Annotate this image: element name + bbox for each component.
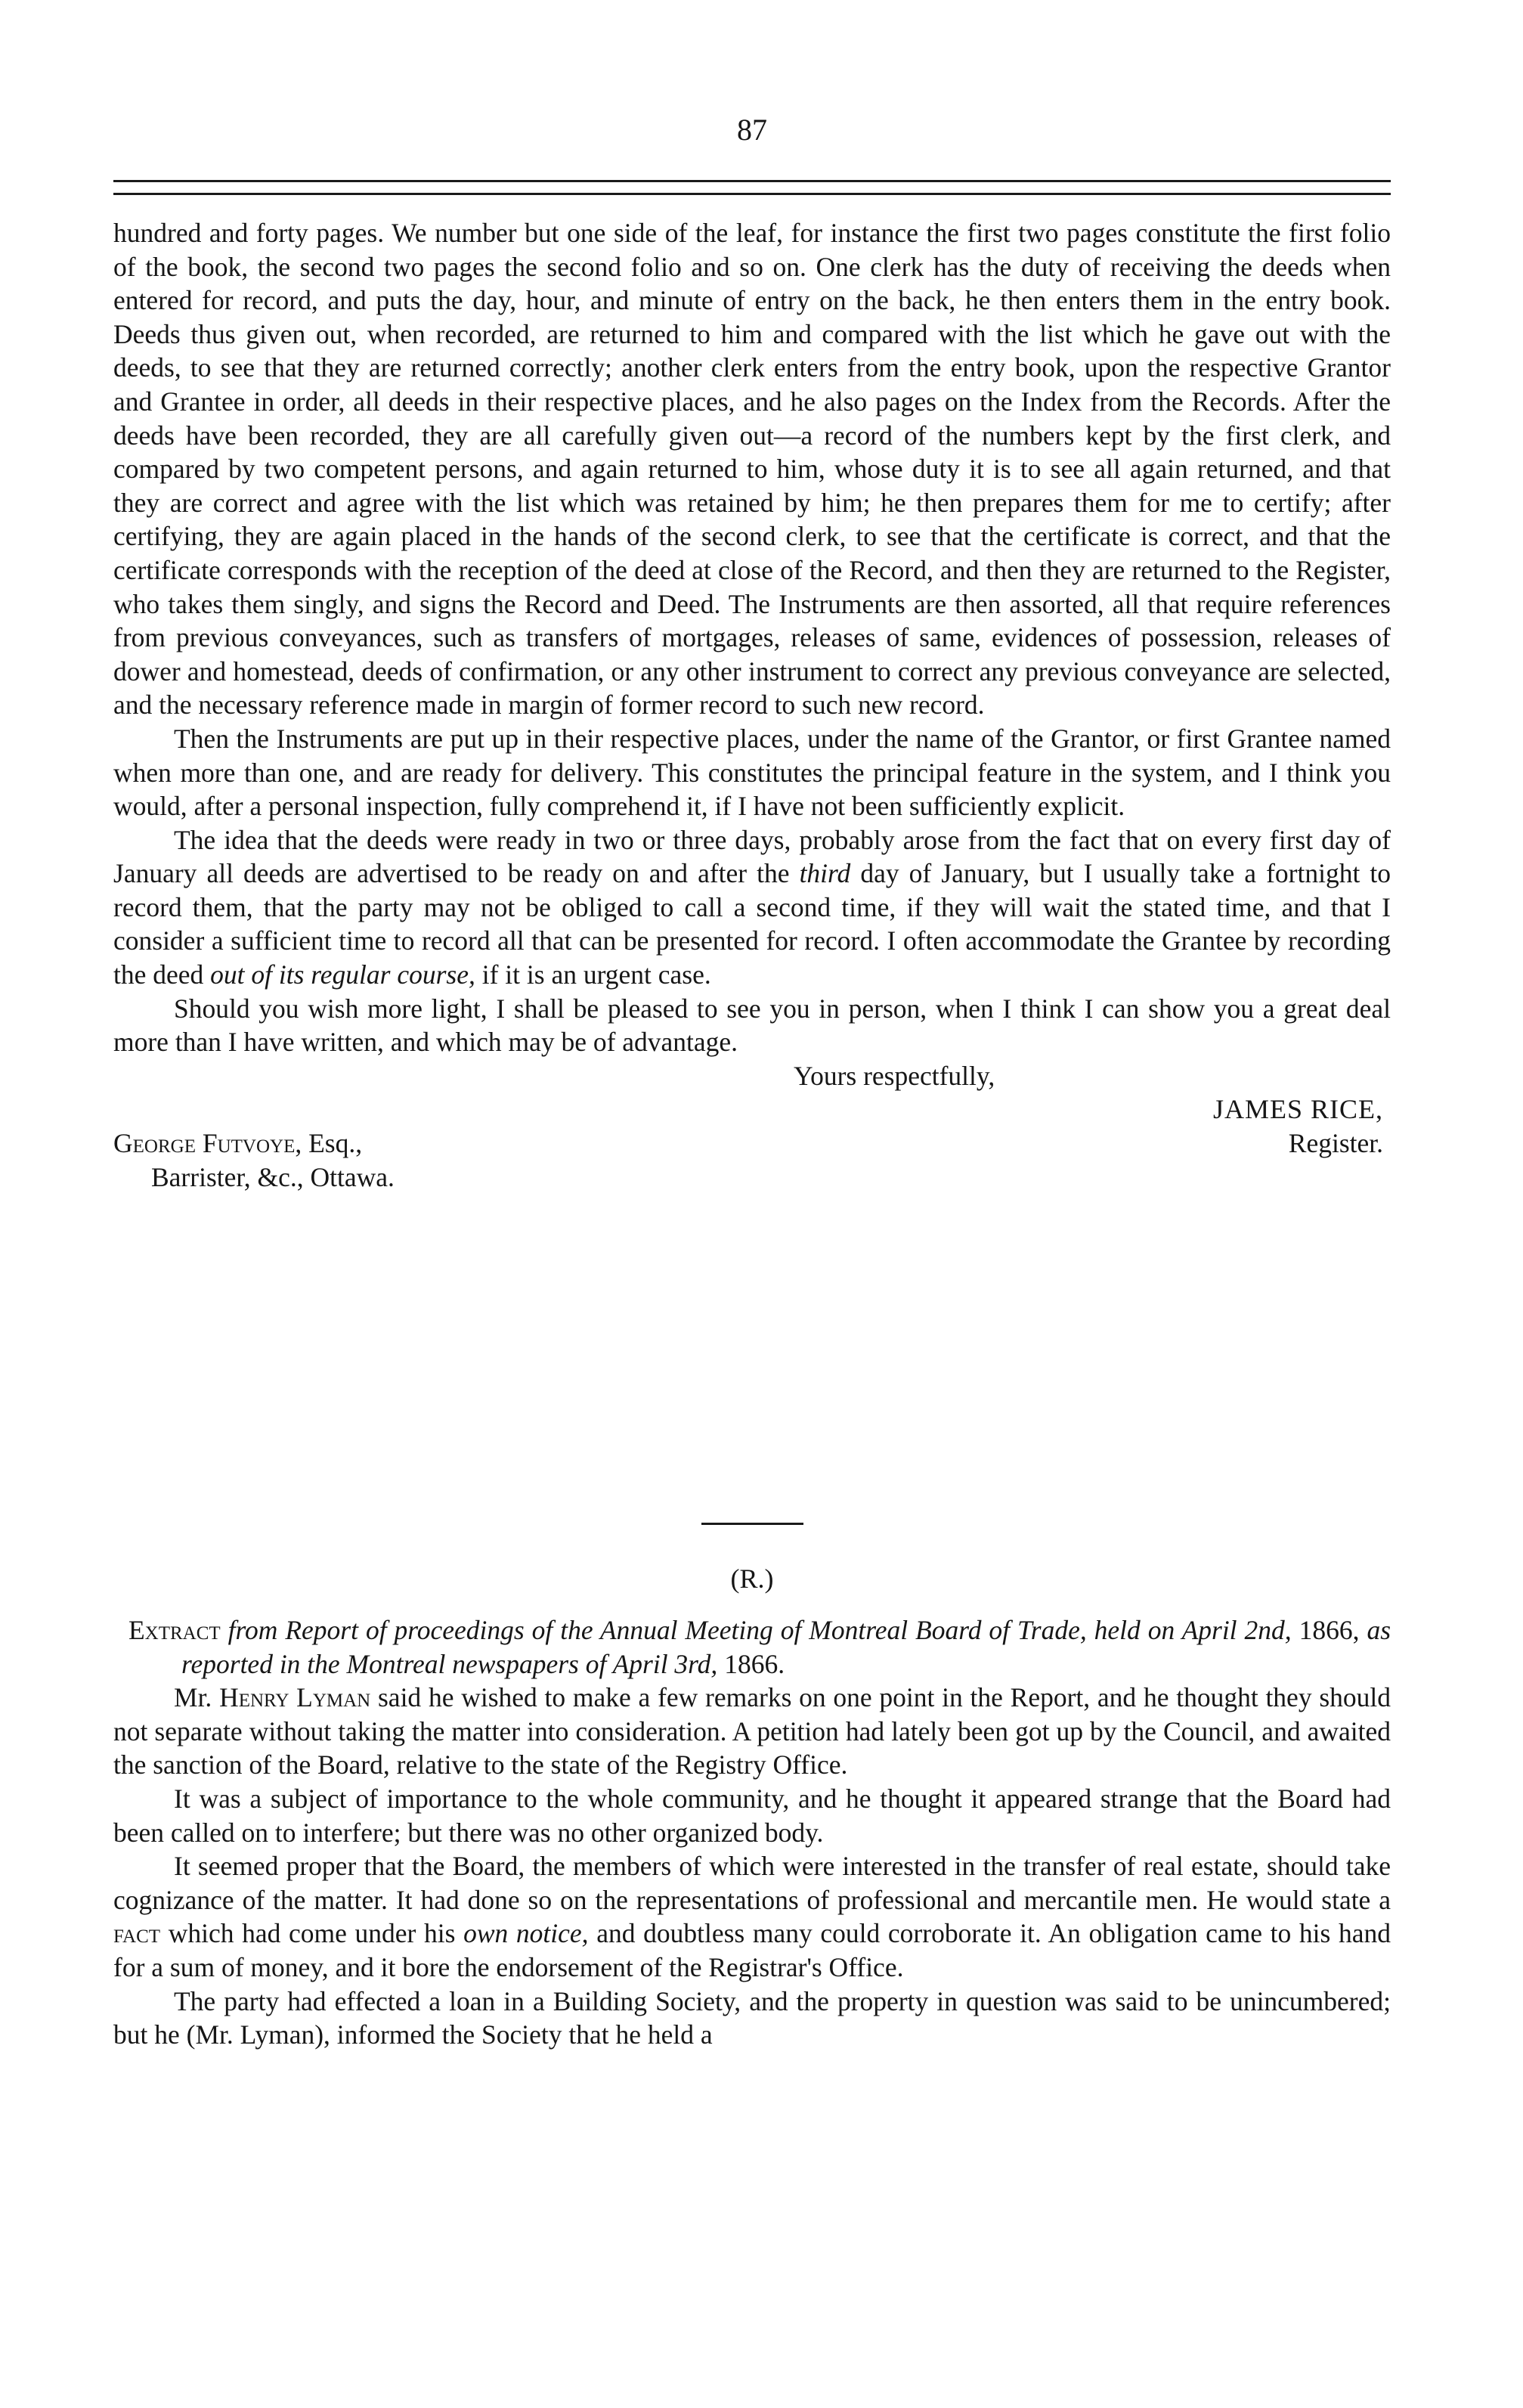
letter-paragraph-3-italic-b: out of its regular course, [210,959,475,990]
closing-row [113,1059,1391,1093]
section-label: (R.) [730,1563,774,1594]
letter-paragraph-3-text-b: day of January, but I usually take a fortnight to record them, that the party may not be obliged to call a second time, if they will wait the stated time, and that I consider a sufficient time to record all that can be presented for record. I often accommodate the Grantee by recording the deed [113,858,1391,990]
letter-paragraph-2: Then the Instruments are put up in their respective places, under the name of the Grantor, or first Grantee named when more than one, and are ready for delivery. This constitutes the principal feature in the system, and I think you would, after a personal inspection, fully comprehend it, if I have not been sufficiently explicit. [113,723,1391,822]
extract-p1-text: said he wished to make a few remarks on one point in the Report, and he thought they should not separate without taking the matter into consideration. A petition had lately been got up by the Council, and awaited the sanction of the Board, relative to the state of the Registry Office. [113,1682,1391,1780]
extract-paragraph-1 [113,1681,1391,1782]
extract-p3-end: and doubtless many could corroborate it. An obligation came to his hand for a sum of money, and it bore the endorsement of the Registrar's Office. [113,1918,1391,1982]
letter-paragraph-3-italic-a: third [799,858,851,889]
letter-paragraph-4: Should you wish more light, I shall be pleased to see you in person, when I think I can show you a great deal more than I have written, and which may be of advantage. [113,993,1391,1058]
extract-heading [113,1613,1391,1681]
letter-paragraph-1: hundred and forty pages. We number but one side of the leaf, for instance the first two pages constitute the first folio of the book, the second two pages the second folio and so on. One clerk has the duty of receiving the deeds when entered for record, and puts the day, hour, and minute of entry on the back, he then enters them in the entry book. Deeds thus given out, when recorded, are returned to him and compared with the list which he gave out with the deeds, to see that they are returned correctly; another clerk enters from the entry book, upon the respective Grantor and Grantee in order, all deeds in their respective places, and he also pages on the Index from the Records. After the deeds have been recorded, they are all carefully given out—a record of the numbers kept by the first clerk, and compared by two competent persons, and again returned to him, whose duty it is to see all again returned, and that they are correct and agree with the list which was retained by him; he then prepares them for me to certify; after certifying, they are again placed in the hands of the second clerk, to see that the certificate is correct, and that the certificate corresponds with the reception of the deed at close of the Record, and then they are returned to the Register, who takes them singly, and signs the Record and Deed. The Instruments are then assorted, all that require references from previous conveyances, such as transfers of mortgages, releases of same, evidences of possession, releases of dower and homestead, deeds of confirmation, or any other instrument to correct any previous conveyance are selected, and the necessary reference made in margin of former record to such new record. [113,218,1391,721]
page-number: 87 [737,113,767,147]
extract-title-year: 1866, [1291,1615,1367,1645]
section-divider [701,1523,803,1525]
extract-title-italic: from Report of proceedings of the Annual Meeting of Montreal Board of Trade, held on April 2nd, [228,1615,1292,1645]
extract-p3-fact: fact [113,1918,161,1949]
letter-body [113,216,1391,1194]
addressee-suffix: , Esq., [295,1128,363,1159]
signer-name: JAMES RICE, [1212,1094,1383,1125]
extract-p3-mid: which had come under his [160,1918,464,1949]
extract-paragraph-2: It was a subject of importance to the whole community, and he thought it appeared strange that the Board had been called on to interfere; but there was no other organized body. [113,1783,1391,1848]
extract-section [113,1613,1391,2052]
extract-paragraph-4: The party had effected a loan in a Building Society, and the property in question was said to be unincumbered; but he (Mr. Lyman), informed the Society that he held a [113,1985,1391,2050]
addressee-name: George Futvoye [113,1128,296,1159]
closing-salutation: Yours respectfully, [794,1060,995,1091]
addressee-row [113,1127,1391,1161]
extract-p1-prefix: Mr. [174,1682,220,1713]
signer-name-row [113,1092,1391,1127]
extract-lead: Extract [128,1615,221,1645]
letter-paragraph-3-text-c: if it is an urgent case. [475,959,711,990]
extract-title-italic-end: as reported in the Montreal newspapers of April 3rd, [181,1615,1391,1679]
extract-p3-italic: own notice, [463,1918,589,1949]
addressee [113,1127,362,1161]
addressee-line-2: Barrister, &c., Ottawa. [151,1161,395,1192]
letter-paragraph-3-text-a: The idea that the deeds were ready in two or three days, probably arose from the fact that on every first day of January all deeds are advertised to be ready on and after the [113,824,1391,889]
extract-paragraph-3 [113,1849,1391,1984]
extract-p3-start: It seemed proper that the Board, the members of which were interested in the transfer of real estate, should take cognizance of the matter. It had done so on the representations of professional and mercantile men. He would state a [113,1851,1391,1915]
extract-p1-name: Henry Lyman [219,1682,371,1713]
header-double-rule [113,180,1391,195]
signer-title: Register. [1288,1128,1383,1159]
letter-paragraph-3 [113,823,1391,992]
extract-title-tail: 1866. [717,1648,785,1679]
